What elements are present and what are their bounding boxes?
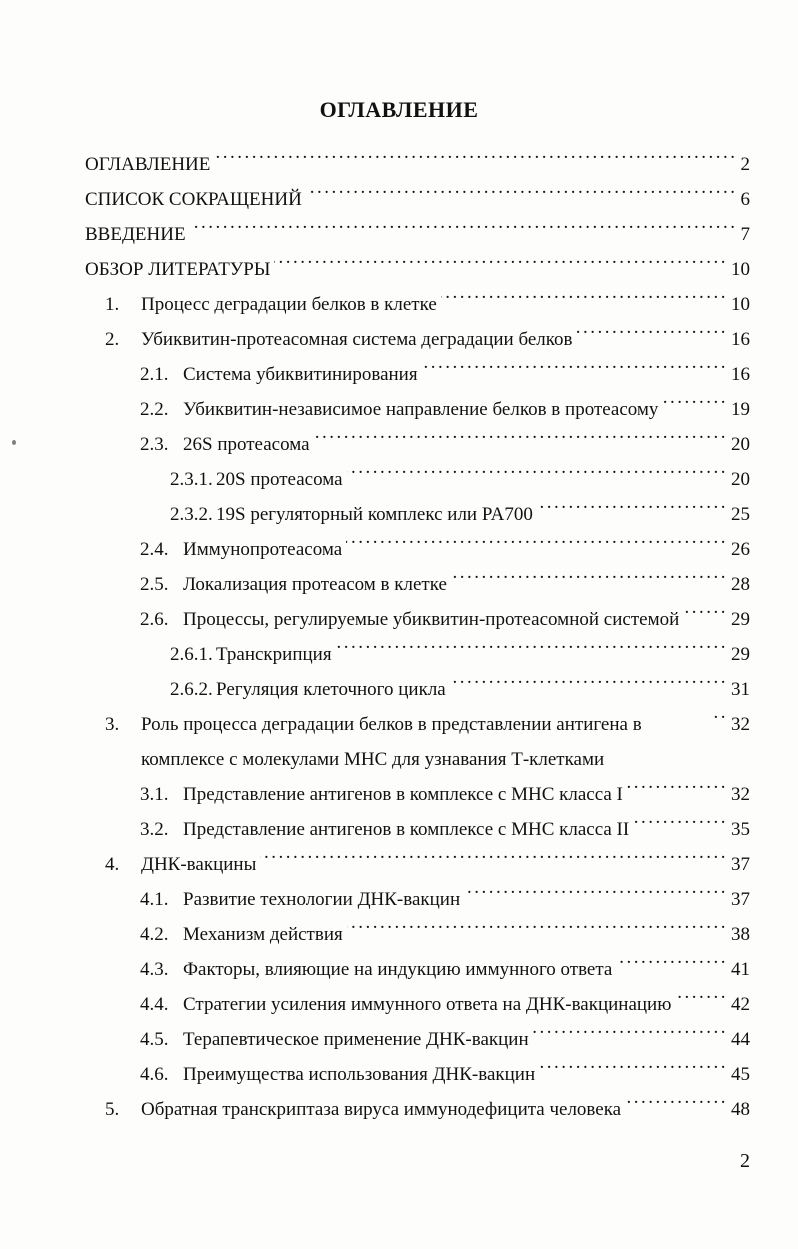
toc-entry (85, 252, 750, 287)
toc-entry (85, 602, 750, 637)
toc-entry (85, 392, 750, 427)
toc-entry (85, 497, 750, 532)
toc-entry (85, 707, 750, 777)
toc-entry-number: 4.4. (140, 994, 169, 1015)
toc-entry-label: Обратная транскриптаза вируса иммунодефицита человека (141, 1099, 622, 1120)
dot-leader (260, 849, 728, 870)
toc-entry-label: Представление антигенов в комплексе с МНС класса I (183, 784, 623, 805)
toc-entry-number: 4.1. (140, 889, 169, 910)
toc-entry-number: 3. (105, 714, 120, 735)
dot-leader (306, 184, 738, 205)
toc-entry (85, 917, 750, 952)
toc-entry-label: Иммунопротеасома (183, 539, 343, 560)
toc-entry (85, 777, 750, 812)
toc-entry-number: 4. (105, 854, 120, 875)
toc-entry-page: 19 (731, 399, 750, 420)
toc-entry-label: Процесс деградации белков в клетке (141, 294, 437, 315)
dot-leader (336, 639, 728, 660)
toc-entry-number: 4.5. (140, 1029, 169, 1050)
toc-entry-label: Транскрипция (216, 644, 332, 665)
toc-entry (85, 987, 750, 1022)
toc-entry-page: 35 (731, 819, 750, 840)
toc-entry-page: 16 (731, 329, 750, 350)
toc-entry-number: 1. (105, 294, 120, 315)
dot-leader (441, 289, 728, 310)
toc-entry-label: ДНК-вакцины (141, 854, 257, 875)
dot-leader (346, 534, 728, 555)
toc-entry-page: 29 (731, 609, 750, 630)
toc-entry-page: 10 (731, 294, 750, 315)
toc-entry-page: 45 (731, 1064, 750, 1085)
toc-entry (85, 322, 750, 357)
dot-leader (577, 324, 728, 345)
toc-entry-label: Роль процесса деградации белков в представлении антигена в комплексе с молекулами МНС для узнавания Т-клетками (141, 714, 642, 770)
toc-entry-page: 29 (731, 644, 750, 665)
toc-entry-page: 41 (731, 959, 750, 980)
toc-entry-number: 5. (105, 1099, 120, 1120)
toc-entry (85, 427, 750, 462)
toc-entry-label: Система убиквитинирования (183, 364, 418, 385)
toc-entry-page: 20 (731, 469, 750, 490)
dot-leader (683, 604, 728, 625)
toc-entry (85, 462, 750, 497)
toc-entry-page: 37 (731, 854, 750, 875)
dot-leader (533, 1024, 728, 1045)
dot-leader (616, 954, 728, 975)
toc-entry-number: 2.3.2. (170, 504, 213, 525)
toc-entry-page: 28 (731, 574, 750, 595)
toc-entry-page: 20 (731, 434, 750, 455)
toc-entry-page: 26 (731, 539, 750, 560)
toc-entry-page: 48 (731, 1099, 750, 1120)
toc-entry-page: 10 (731, 259, 750, 280)
toc-entry-label: Механизм действия (183, 924, 343, 945)
toc-entry-number: 2.6. (140, 609, 169, 630)
dot-leader (214, 149, 737, 170)
dot-leader (539, 1059, 728, 1080)
toc-entry-label: Преимущества использования ДНК-вакцин (183, 1064, 536, 1085)
toc-entry-page: 38 (731, 924, 750, 945)
toc-entry (85, 847, 750, 882)
toc-entry (85, 637, 750, 672)
toc-entry-label: Представление антигенов в комплексе с МНС класса II (183, 819, 630, 840)
dot-leader (314, 429, 728, 450)
toc-list (85, 147, 750, 1127)
toc-entry-page: 16 (731, 364, 750, 385)
toc-entry-label: Развитие технологии ДНК-вакцин (183, 889, 461, 910)
toc-entry-number: 3.2. (140, 819, 169, 840)
toc-entry-number: 2.6.1. (170, 644, 213, 665)
dot-leader (627, 779, 728, 800)
toc-entry-label: ОБЗОР ЛИТЕРАТУРЫ (85, 259, 271, 280)
toc-entry (85, 812, 750, 847)
toc-entry-page: 32 (731, 784, 750, 805)
dot-leader (347, 464, 728, 485)
toc-entry-number: 2.6.2. (170, 679, 213, 700)
dot-leader (675, 989, 728, 1010)
dot-leader (190, 219, 738, 240)
scan-speckle-artifact (12, 440, 16, 445)
toc-entry (85, 1092, 750, 1127)
dot-leader (662, 394, 728, 415)
toc-entry-number: 2.1. (140, 364, 169, 385)
toc-entry-label: Регуляция клеточного цикла (216, 679, 446, 700)
toc-entry-number: 2.5. (140, 574, 169, 595)
toc-entry-label: ВВЕДЕНИЕ (85, 224, 186, 245)
toc-entry-page: 42 (731, 994, 750, 1015)
toc-entry-label: СПИСОК СОКРАЩЕНИЙ (85, 189, 302, 210)
toc-entry-number: 4.2. (140, 924, 169, 945)
toc-entry-page: 6 (740, 189, 750, 210)
page-number: 2 (740, 1150, 750, 1172)
toc-entry-label: Локализация протеасом в клетке (183, 574, 447, 595)
toc-entry-page: 31 (731, 679, 750, 700)
toc-entry-number: 4.3. (140, 959, 169, 980)
dot-leader (714, 709, 728, 730)
toc-entry-label: Факторы, влияющие на индукцию иммунного ответа (183, 959, 613, 980)
toc-entry-number: 3.1. (140, 784, 169, 805)
toc-entry (85, 1022, 750, 1057)
toc-entry-page: 44 (731, 1029, 750, 1050)
toc-entry-label: ОГЛАВЛЕНИЕ (85, 154, 211, 175)
toc-entry-label: Процессы, регулируемые убиквитин-протеасомной системой (183, 609, 680, 630)
toc-entry (85, 532, 750, 567)
toc-entry-label: Терапевтическое применение ДНК-вакцин (183, 1029, 529, 1050)
toc-entry (85, 147, 750, 182)
toc-entry-page: 32 (731, 714, 750, 735)
toc-entry-number: 2.3.1. (170, 469, 213, 490)
dot-leader (347, 919, 728, 940)
toc-entry (85, 357, 750, 392)
toc-entry-number: 2.4. (140, 539, 169, 560)
dot-leader (537, 499, 728, 520)
toc-entry-label: Стратегии усиления иммунного ответа на ДНК-вакцинацию (183, 994, 672, 1015)
toc-entry-number: 2.2. (140, 399, 169, 420)
toc-entry-number: 2.3. (140, 434, 169, 455)
dot-leader (464, 884, 728, 905)
toc-entry (85, 287, 750, 322)
dot-leader (625, 1094, 728, 1115)
toc-entry (85, 217, 750, 252)
toc-entry-label: 26S протеасома (183, 434, 310, 455)
toc-entry (85, 672, 750, 707)
toc-entry (85, 567, 750, 602)
toc-entry (85, 882, 750, 917)
toc-entry-page: 25 (731, 504, 750, 525)
toc-entry-number: 2. (105, 329, 120, 350)
toc-entry-label: 19S регуляторный комплекс или PA700 (216, 504, 533, 525)
toc-entry (85, 1057, 750, 1092)
toc-entry-number: 4.6. (140, 1064, 169, 1085)
page-title: ОГЛАВЛЕНИЕ (319, 97, 479, 122)
toc-entry (85, 182, 750, 217)
toc-entry-page: 37 (731, 889, 750, 910)
dot-leader (422, 359, 728, 380)
toc-entry-label: Убиквитин-протеасомная система деградации белков (141, 329, 573, 350)
toc-entry-page: 7 (740, 224, 750, 245)
dot-leader (451, 569, 728, 590)
dot-leader (633, 814, 728, 835)
toc-entry-page: 2 (740, 154, 750, 175)
toc-entry-label: Убиквитин-независимое направление белков в протеасому (183, 399, 659, 420)
dot-leader (450, 674, 728, 695)
toc-entry-label: 20S протеасома (216, 469, 343, 490)
toc-entry (85, 952, 750, 987)
dot-leader (274, 254, 728, 275)
